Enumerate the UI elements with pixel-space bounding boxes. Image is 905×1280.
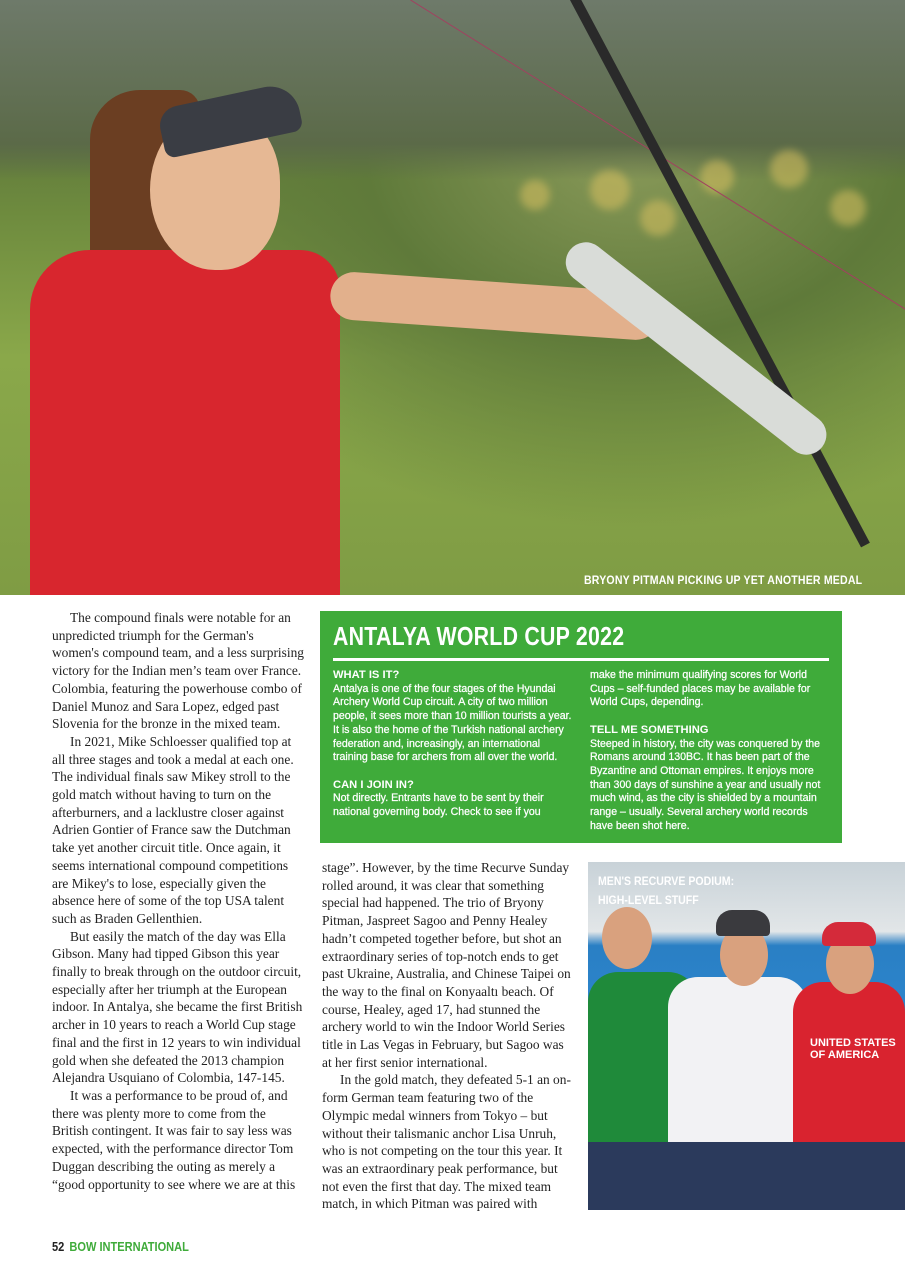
article-paragraph: The compound finals were notable for an unpredicted triumph for the German's women's compound team, and a less surprising victory for the Indian men’s team over France. Colombia, featuring the powerhouse combo of Daniel Munoz and Sara Lopez, edged past Slovenia for the bronze in the mixed team. bbox=[52, 610, 304, 732]
article-column-middle bbox=[322, 859, 576, 1213]
antalya-info-box bbox=[320, 611, 842, 843]
article-paragraph: In the gold match, they defeated 5-1 an on-form German team featuring two of the Olympic medal winners from Tokyo – but without their talismanic anchor Lisa Unruh, who is not competing on the tour this year. It was an extraordinary peak performance, but not even the first that day. The mixed team match, in which Pitman was paired with bbox=[322, 1072, 571, 1212]
article-paragraph: It was a performance to be proud of, and there was plenty more to come from the British contingent. It was fair to say less was expected, with the performance director Tom Duggan describing the outing as merely a “good opportunity to see where we are at this bbox=[52, 1087, 296, 1192]
info-heading: TELL ME SOMETHING bbox=[590, 723, 709, 736]
info-box-divider bbox=[333, 658, 829, 661]
article-column-left bbox=[52, 609, 304, 1193]
podium-caption-line1: MEN'S RECURVE PODIUM: bbox=[598, 874, 735, 888]
podium-photo bbox=[588, 862, 905, 1210]
info-heading: WHAT IS IT? bbox=[333, 669, 400, 681]
info-body: Antalya is one of the four stages of the Hyundai Archery World Cup circuit. A city of two million people, it sees more than 10 million tourists a year. It is also the home of the Turkish national archery federation and, increasingly, an international training base for archers from all over the world. bbox=[333, 682, 572, 764]
info-body: Not directly. Entrants have to be sent by their national governing body. Check to see if you bbox=[333, 792, 544, 819]
hero-photo-archer bbox=[0, 0, 905, 595]
page-number: 52 bbox=[52, 1239, 65, 1254]
usa-shirt-text: UNITED STATES OF AMERICA bbox=[810, 1037, 896, 1061]
article-paragraph: But easily the match of the day was Ella Gibson. Many had tipped Gibson this year finally to break through on the outdoor circuit, especially after her triumph at the European indoor. In Antalya, she became the first British archer in 10 years to reach a World Cup stage final and the first in 12 years to win individual gold when she defeated the 2013 champion Alejandra Usquiano of Colombia, 147-145. bbox=[52, 928, 303, 1086]
info-heading: CAN I JOIN IN? bbox=[333, 778, 414, 791]
info-body: Steeped in history, the city was conquered by the Romans around 130BC. It has been part of the Byzantine and Ottoman empires. It enjoys more than 300 days of sunshine a year and usually not much wind, as the city is shielded by a mountain range – usually. Several archery world records have been shot here. bbox=[590, 737, 821, 832]
info-box-title: ANTALYA WORLD CUP 2022 bbox=[333, 621, 625, 651]
info-body: make the minimum qualifying scores for World Cups – self-funded places may be available for World Cups, depending. bbox=[590, 669, 811, 709]
article-paragraph: In 2021, Mike Schloesser qualified top at all three stages and took a medal at each one. The individual finals saw Mikey stroll to the gold match without having to turn on the afterburners, and a lacklustre closer against Adrien Gontier of France saw the Dutchman take yet another circuit title. Once again, it seems international compound competitions are Mikey's to lose, especially given the absence here of some of the top USA talent such as Braden Gellenthien. bbox=[52, 733, 294, 926]
hero-photo-caption: BRYONY PITMAN PICKING UP YET ANOTHER MEDAL bbox=[584, 573, 863, 587]
page-footer bbox=[52, 1239, 189, 1254]
podium-caption-line2: HIGH-LEVEL STUFF bbox=[598, 893, 699, 907]
publication-name: BOW INTERNATIONAL bbox=[69, 1239, 189, 1254]
article-paragraph: stage”. However, by the time Recurve Sunday rolled around, it was clear that something special had happened. The trio of Bryony Pitman, Jaspreet Sagoo and Penny Healey hadn’t competed together before, but shot an extraordinary series of top-notch ends to get past Ukraine, Australia, and Chinese Taipei on the way to the final on Konyaaltı beach. Of course, Healey, aged 17, had stunned the archery world to win the Indoor World Series title in Las Vegas in February, but Sagoo was at her first senior international. bbox=[322, 860, 571, 1070]
